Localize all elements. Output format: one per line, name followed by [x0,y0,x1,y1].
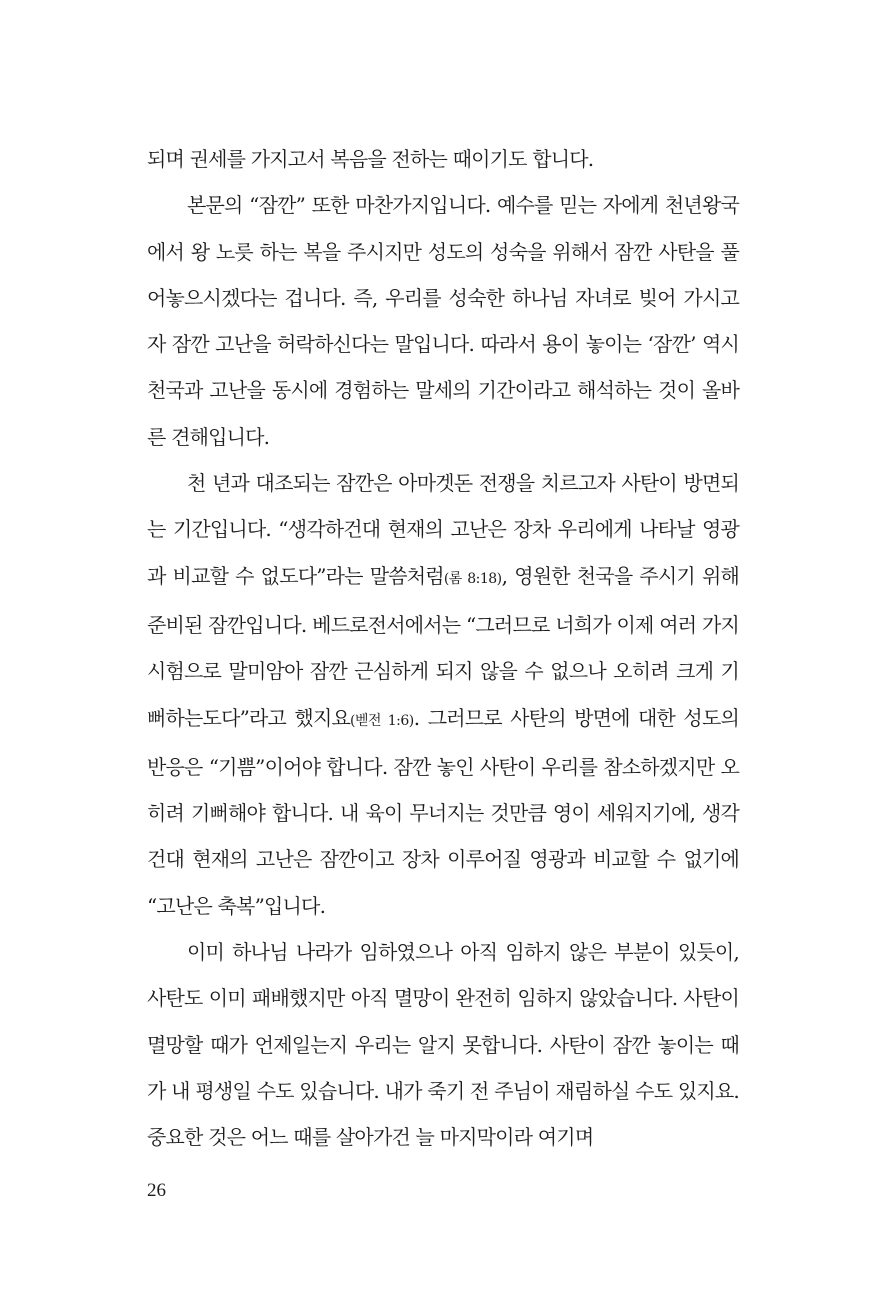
paragraph-3-text-a: 천 년과 대조되는 잠깐은 아마겟돈 전쟁을 치르고자 사탄이 방면되는 기간입니다. “생각하건대 현재의 고난은 장차 우리에게 나타날 영광과 비교할 수 없도다”라는 말씀처럼 [147,471,739,588]
paragraph-1: 되며 권세를 가지고서 복음을 전하는 때이기도 합니다. [147,147,594,171]
paragraph-3-text-c: . 그러므로 사탄의 방면에 대한 성도의 반응은 “기쁨”이어야 합니다. 잠깐 놓인 사탄이 우리를 참소하겠지만 오히려 기뻐해야 합니다. 내 육이 무너지는 것만큼 영이 세워지기에, 생각건대 현재의 고난은 잠깐이고 장차 이루어질 영광과 비교할 수 없기에 “고난은 축복”입니다. [147,705,739,918]
paragraph-4: 이미 하나님 나라가 임하였으나 아직 임하지 않은 부분이 있듯이, 사탄도 이미 패배했지만 아직 멸망이 완전히 임하지 않았습니다. 사탄이 멸망할 때가 언제일는지 우리는 알지 못합니다. 사탄이 잠깐 놓이는 때가 내 평생일 수도 있습니다. 내가 죽기 전 주님이 재림하실 수도 있지요. 중요한 것은 어느 때를 살아가건 늘 마지막이라 여기며 [147,940,739,1150]
page-body [147,136,739,1161]
scripture-reference-romans: (롬 8:18) [443,570,502,587]
scripture-reference-1-peter: (벧전 1:6) [350,712,414,729]
page-number: 26 [147,1180,166,1201]
paragraph-3-text-b: , 영원한 천국을 주시기 위해 준비된 잠깐입니다. 베드로전서에서는 “그러므로 너희가 이제 여러 가지 시험으로 말미암아 잠깐 근심하게 되지 않을 수 없으나 오히려 크게 기뻐하는도다”라고 했지요 [147,563,740,730]
paragraph-3 [147,460,739,929]
paragraph-2: 본문의 “잠깐” 또한 마찬가지입니다. 예수를 믿는 자에게 천년왕국에서 왕 노릇 하는 복을 주시지만 성도의 성숙을 위해서 잠깐 사탄을 풀어놓으시겠다는 겁니다. 즉, 우리를 성숙한 하나님 자녀로 빚어 가시고자 잠깐 고난을 허락하신다는 말입니다. 따라서 용이 놓이는 ‘잠깐’ 역시 천국과 고난을 동시에 경험하는 말세의 기간이라고 해석하는 것이 올바른 견해입니다. [147,193,739,449]
